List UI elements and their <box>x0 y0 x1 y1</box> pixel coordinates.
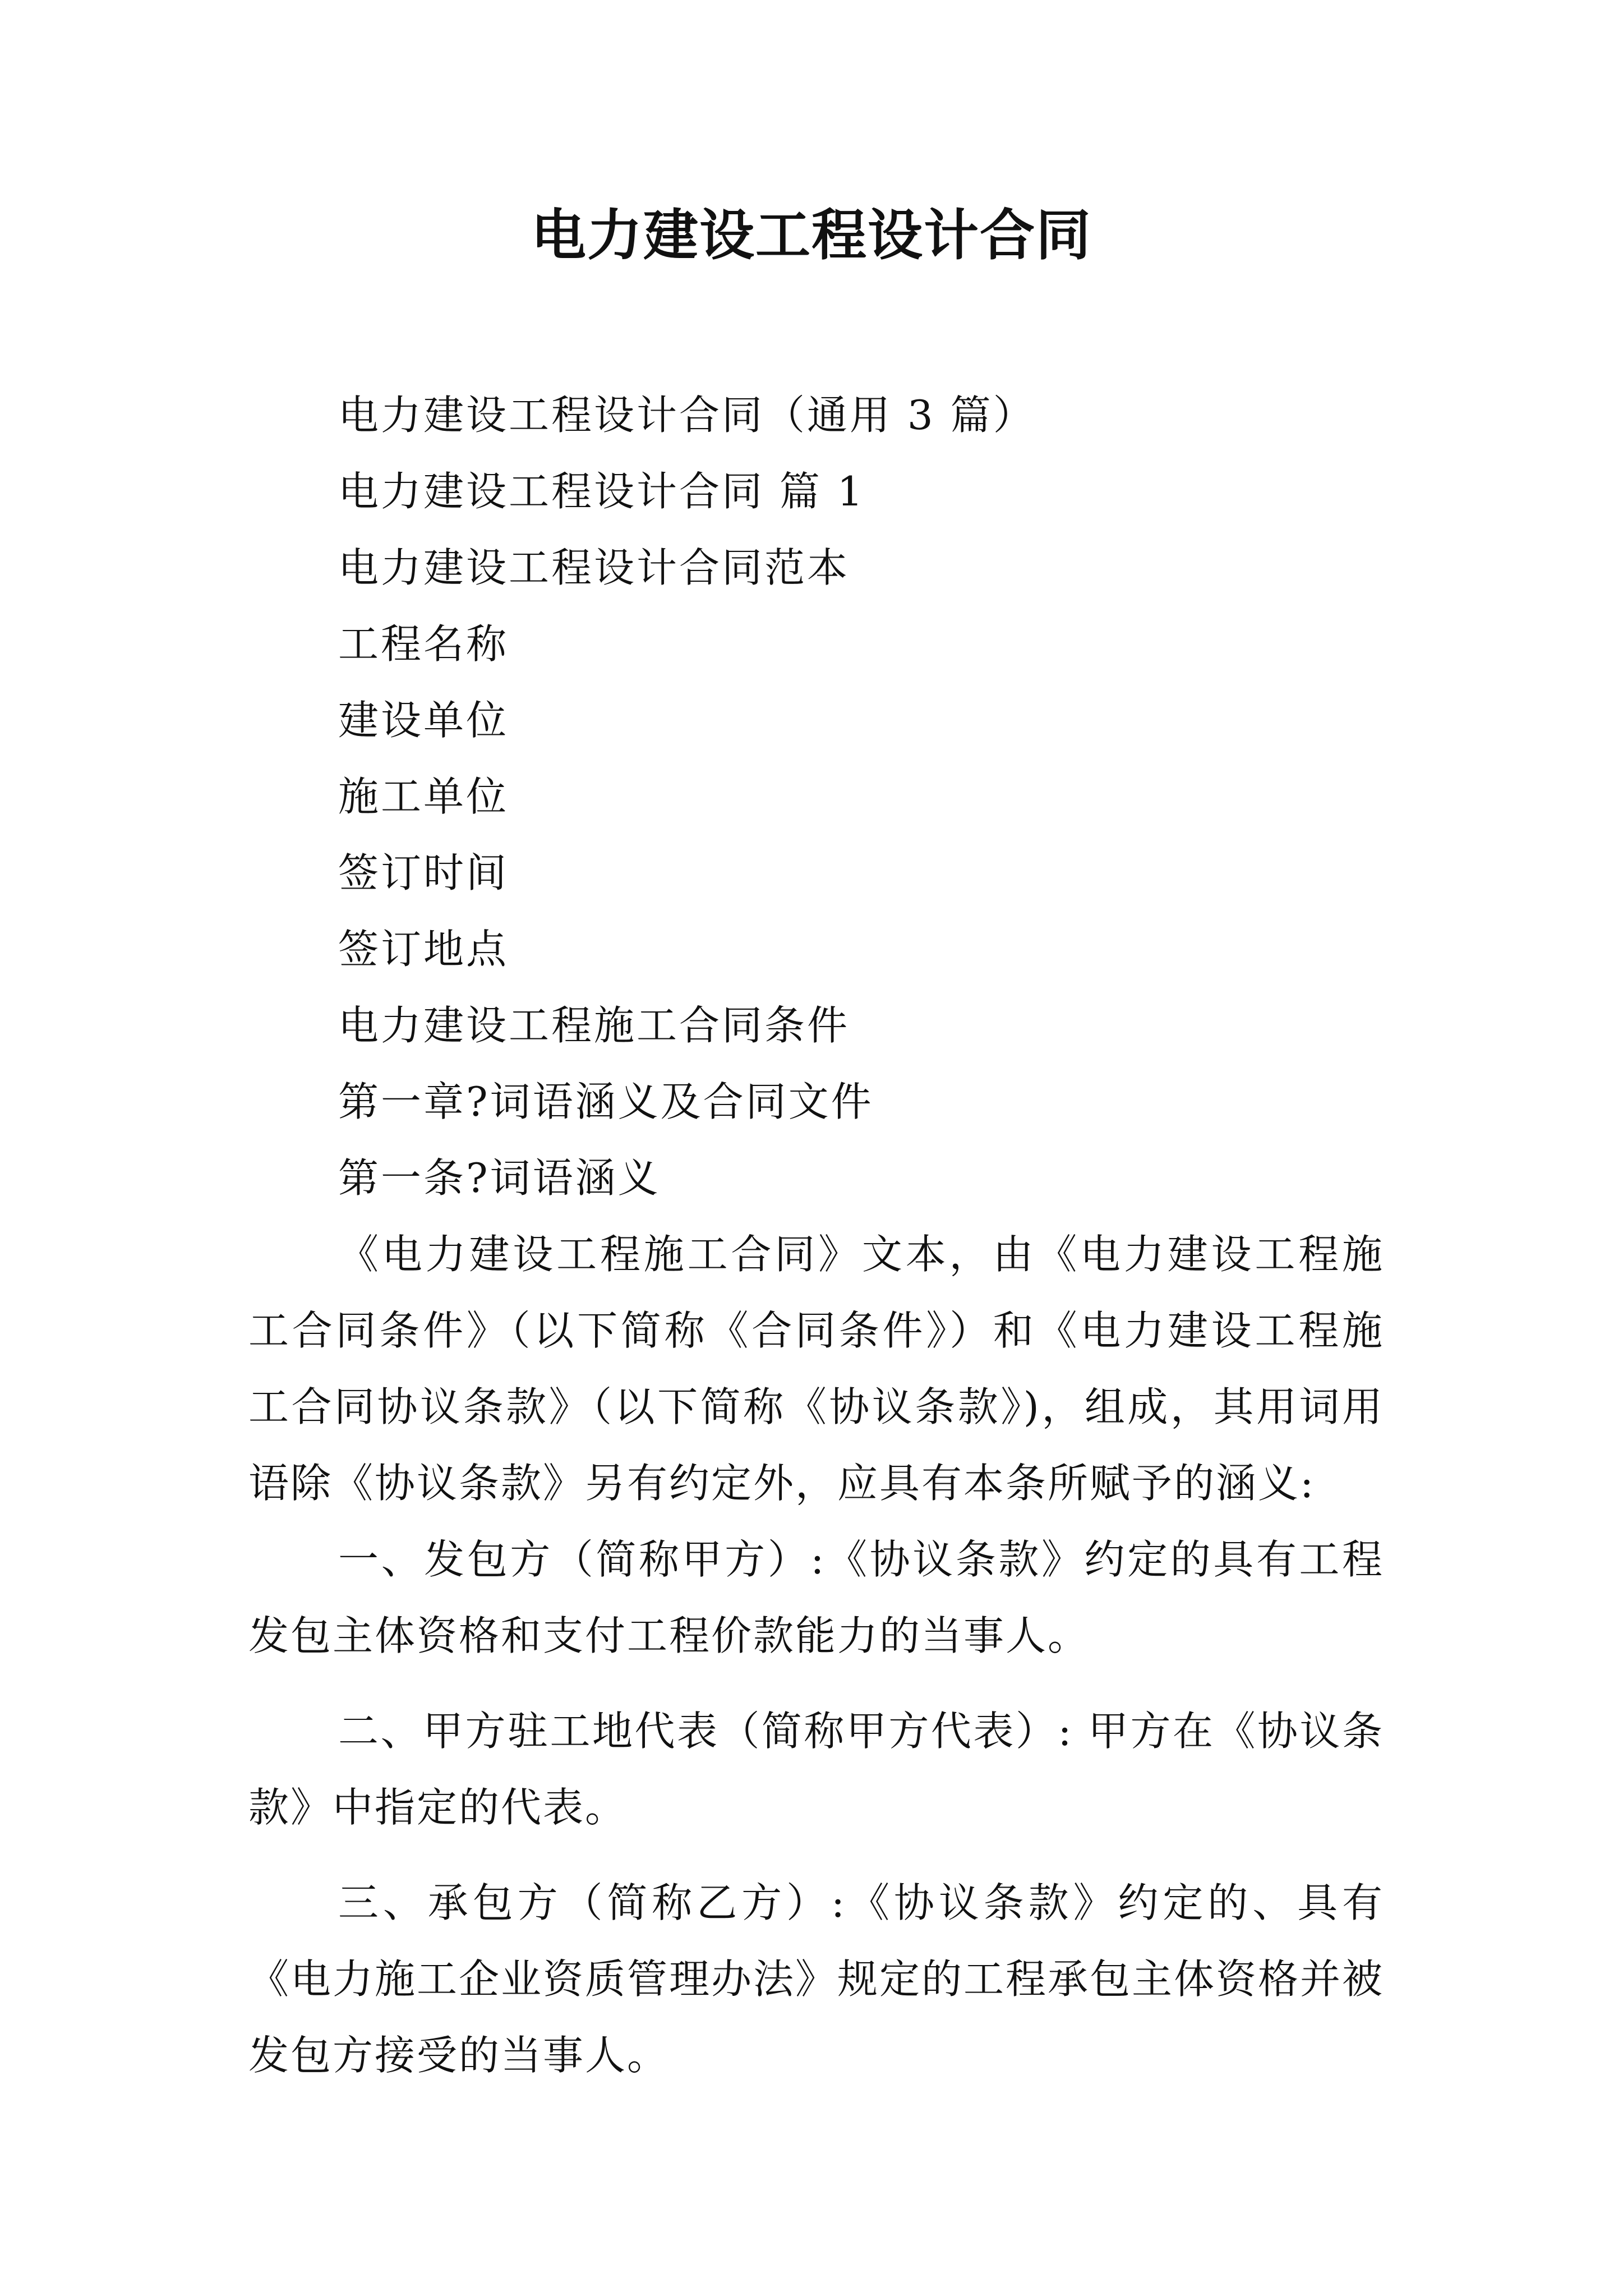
page-title: 电力建设工程设计合同 <box>531 203 1092 268</box>
field-signing-place: 签订地点 <box>338 926 509 973</box>
chapter-heading: 第一章?词语涵义及合同文件 <box>338 1078 874 1125</box>
field-contractor-unit: 施工单位 <box>338 773 509 820</box>
body-paragraph: 三、承包方（简称乙方）:《协议条款》约定的、具有《电力施工企业资质管理办法》规定的工程承包主体资格并被发包方接受的当事人。 <box>248 1879 1385 2079</box>
subtitle-line: 电力建设工程设计合同（通用 3 篇） <box>338 392 1036 439</box>
field-project-name: 工程名称 <box>338 620 509 668</box>
section-heading: 电力建设工程设计合同 篇 1 <box>338 468 865 515</box>
conditions-heading: 电力建设工程施工合同条件 <box>338 1002 850 1049</box>
article-heading: 第一条?词语涵义 <box>338 1154 661 1202</box>
body-paragraph: 一、发包方（简称甲方）:《协议条款》约定的具有工程发包主体资格和支付工程价款能力的当事人。 <box>248 1536 1384 1659</box>
body-paragraph: 二、甲方驻工地代表（简称甲方代表）: 甲方在《协议条款》中指定的代表。 <box>248 1708 1384 1831</box>
body-paragraph: 《电力建设工程施工合同》文本，由《电力建设工程施工合同条件》（以下简称《合同条件》）和《电力建设工程施工合同协议条款》（以下简称《协议条款》)，组成，其用词用语除《协议条款》另有约定外，应具有本条所赋予的涵义: <box>248 1231 1384 1507</box>
field-construction-unit: 建设单位 <box>338 697 509 744</box>
template-heading: 电力建设工程设计合同范本 <box>338 544 850 591</box>
field-signing-time: 签订时间 <box>338 849 509 896</box>
